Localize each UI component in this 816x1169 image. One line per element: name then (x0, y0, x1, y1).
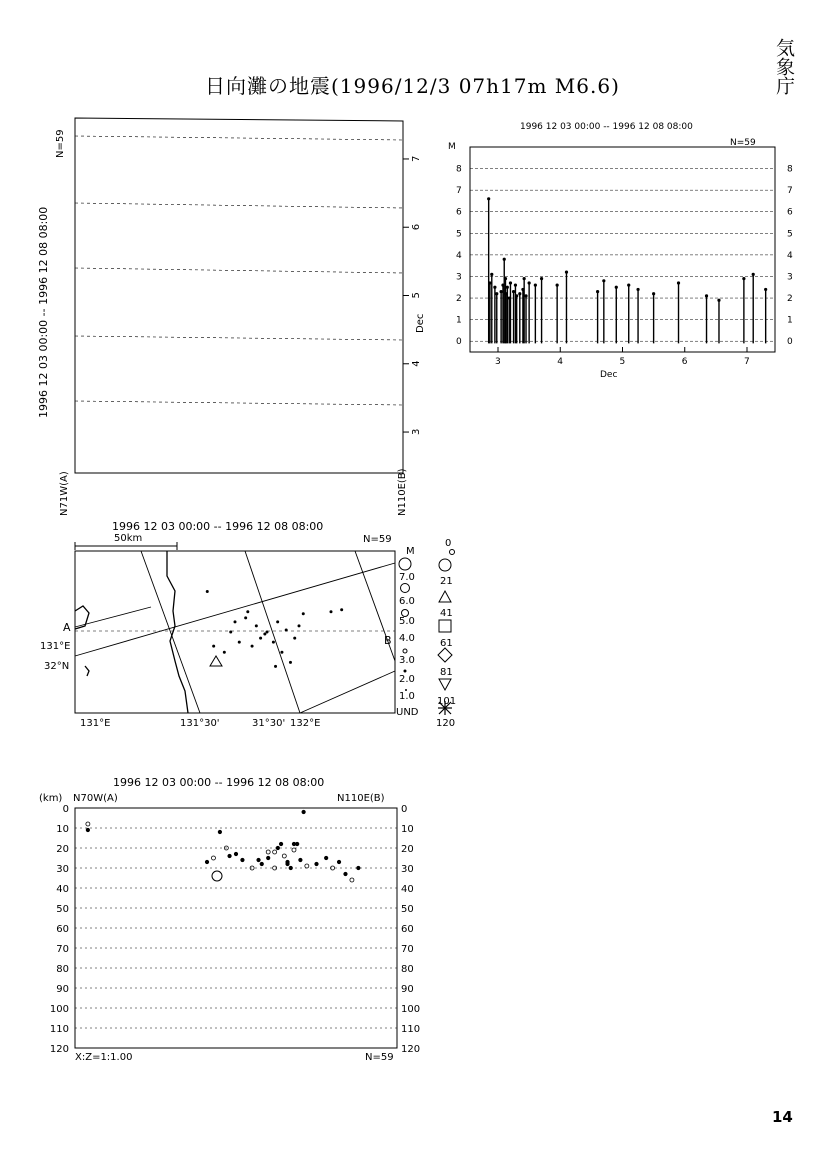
page-number: 14 (772, 1108, 793, 1126)
legend-mag-3: 3.0 (399, 655, 415, 666)
map-lon-label-1: 131°E (80, 718, 111, 729)
mt-y-tick-right: 6 (787, 207, 793, 218)
mt-y-tick-left: 5 (456, 229, 462, 240)
mt-bar-cap (500, 290, 503, 293)
legend-m1-circle (405, 689, 407, 691)
depth-y-tick-left: 10 (56, 824, 69, 835)
space-time-x-ticks (403, 156, 422, 435)
mt-title: 1996 12 03 00:00 -- 1996 12 08 08:00 (520, 122, 693, 132)
depth-hypocenter (286, 862, 289, 865)
mt-bar-cap (652, 292, 655, 295)
mt-y-tick-right: 0 (787, 337, 793, 348)
depth-legend-inverted-triangle (439, 679, 451, 690)
depth-y-tick-right: 100 (401, 1004, 421, 1015)
depth-legend-square (439, 620, 451, 632)
depth-y-tick-left: 80 (56, 964, 69, 975)
map-title: 1996 12 03 00:00 -- 1996 12 08 08:00 (112, 520, 324, 533)
map-epicenter (234, 620, 237, 623)
depth-y-tick-right: 50 (401, 904, 414, 915)
depth-hypocenter (86, 822, 90, 826)
depth-hypocenter (260, 862, 263, 865)
mt-y-tick-right: 5 (787, 229, 793, 240)
space-time-plot-area (0, 118, 426, 516)
space-time-tick-label: 5 (411, 292, 422, 299)
depth-hypocenter (302, 810, 305, 813)
epicenter-map (40, 518, 460, 733)
mt-bar-cap (487, 197, 490, 200)
map-epicenter (229, 631, 232, 634)
mt-plot-area (456, 147, 793, 380)
depth-y-tick-right: 120 (401, 1044, 421, 1055)
map-epicenter (212, 645, 215, 648)
depth-hypocenter (292, 848, 296, 852)
mt-bar-cap (524, 294, 527, 297)
mt-y-tick-left: 2 (456, 294, 462, 305)
depth-y-tick-left: 120 (49, 1044, 69, 1055)
depth-legend-21: 21 (440, 576, 453, 587)
depth-hypocenter (315, 862, 318, 865)
map-epicenter (274, 665, 277, 668)
map-epicenter (272, 641, 275, 644)
mt-x-tick-label: 4 (557, 357, 563, 367)
depth-hypocenter (266, 850, 270, 854)
space-time-tick-label: 7 (411, 155, 422, 162)
mt-count: N=59 (730, 138, 756, 148)
depth-legend (436, 538, 456, 729)
map-lon-label-4: 132°E (290, 718, 321, 729)
mt-y-tick-left: 7 (456, 186, 462, 197)
mt-bar-cap (556, 284, 559, 287)
depth-legend-triangle (439, 591, 451, 602)
depth-y-tick-right: 30 (401, 864, 414, 875)
depth-count: N=59 (365, 1052, 394, 1063)
depth-legend-120: 120 (436, 718, 456, 729)
mt-y-tick-left: 4 (456, 250, 462, 261)
mt-x-tick-label: 3 (495, 357, 501, 367)
map-epicenter (244, 616, 247, 619)
map-epicenter (263, 633, 266, 636)
depth-legend-asterisk (438, 701, 452, 715)
depth-y-tick-left: 70 (56, 944, 69, 955)
mainshock-marker (210, 656, 222, 666)
legend-m7-circle (399, 558, 411, 570)
depth-y-tick-left: 60 (56, 924, 69, 935)
space-time-tick-label: 4 (411, 360, 422, 367)
depth-legend-41: 41 (440, 608, 453, 619)
depth-hypocenter (228, 854, 231, 857)
map-label-b: B (384, 634, 392, 647)
legend-mag-und: UND (396, 707, 419, 718)
mt-bar-cap (752, 273, 755, 276)
depth-y-tick-right: 20 (401, 844, 414, 855)
mt-bar-cap (490, 273, 493, 276)
map-lon-label-3: 31°30' (252, 718, 286, 729)
mt-y-tick-right: 8 (787, 164, 793, 175)
depth-hypocenters (86, 810, 360, 882)
magnitude-legend (396, 546, 419, 718)
mt-y-tick-left: 0 (456, 337, 462, 348)
depth-hypocenter (350, 878, 354, 882)
map-epicenter (259, 637, 262, 640)
legend-mag-1: 1.0 (399, 691, 415, 702)
depth-y-tick-left: 110 (49, 1024, 69, 1035)
depth-y-tick-right: 10 (401, 824, 414, 835)
mt-bar-cap (742, 277, 745, 280)
map-section-box (75, 551, 395, 713)
mt-y-tick-left: 8 (456, 164, 462, 175)
depth-legend-61: 61 (440, 638, 453, 649)
mt-bar-cap (602, 279, 605, 282)
space-time-grid (75, 136, 403, 405)
depth-hypocenter (292, 842, 295, 845)
depth-hypocenter (299, 858, 302, 861)
mt-x-axis-label: Dec (600, 370, 618, 380)
map-lat-label-1: 131°E (40, 641, 71, 652)
map-epicenter (246, 610, 249, 613)
depth-hypocenter (305, 864, 309, 868)
map-epicenter (276, 620, 279, 623)
mt-bar-cap (503, 258, 506, 261)
depth-y-tick-right: 80 (401, 964, 414, 975)
mt-bar-cap (495, 292, 498, 295)
mt-bar-cap (677, 281, 680, 284)
space-time-x-axis-label: Dec (415, 313, 426, 333)
legend-mag-2: 2.0 (399, 674, 415, 685)
mt-bars (487, 197, 767, 343)
depth-legend-0: 0 (445, 538, 452, 549)
depth-hypocenter (324, 856, 327, 859)
legend-mag-5: 5.0 (399, 616, 415, 627)
mt-bar-cap (636, 288, 639, 291)
map-frame (75, 551, 395, 713)
space-time-label-b: N110E(B) (397, 468, 408, 516)
mt-y-tick-right: 2 (787, 294, 793, 305)
mt-chart (430, 115, 810, 380)
depth-y-tick-left: 40 (56, 884, 69, 895)
map-epicenter (330, 610, 333, 613)
depth-hypocenter (218, 830, 221, 833)
legend-m2-circle (404, 670, 407, 673)
depth-mainshock (212, 871, 222, 881)
depth-y-tick-right: 110 (401, 1024, 421, 1035)
depth-hypocenter (86, 828, 89, 831)
depth-y-tick-left: 30 (56, 864, 69, 875)
mt-bar-cap (518, 292, 521, 295)
map-epicenter (289, 661, 292, 664)
map-label-a: A (63, 621, 71, 634)
depth-legend-diamond (438, 648, 452, 662)
map-scale-label: 50km (114, 533, 143, 544)
mt-y-tick-right: 1 (787, 315, 793, 326)
depth-hypocenter (337, 860, 340, 863)
map-count: N=59 (363, 534, 392, 545)
depth-y-tick-left: 20 (56, 844, 69, 855)
legend-m-title: M (406, 546, 415, 557)
legend-mag-4: 4.0 (399, 633, 415, 644)
mt-y-tick-right: 4 (787, 250, 793, 261)
depth-legend-81: 81 (440, 667, 453, 678)
space-time-tick-label: 3 (411, 428, 422, 436)
mt-y-tick-left: 6 (456, 207, 462, 218)
depth-y-tick-right: 0 (401, 804, 408, 815)
mt-bar-cap (596, 290, 599, 293)
depth-y-tick-right: 70 (401, 944, 414, 955)
depth-plot-area (50, 804, 420, 1055)
depth-grid (75, 808, 397, 1048)
mt-y-tick-left: 1 (456, 315, 462, 326)
mt-bar-cap (540, 277, 543, 280)
depth-y-tick-left: 90 (56, 984, 69, 995)
mt-y-tick-left: 3 (456, 272, 462, 283)
agency-name: 気象庁 (773, 38, 795, 95)
depth-y-tick-left: 0 (62, 804, 69, 815)
depth-label-b: N110E(B) (337, 793, 385, 804)
map-epicenter (280, 651, 283, 654)
map-epicenter (255, 624, 258, 627)
map-coastline (75, 551, 188, 713)
legend-m3-circle (403, 649, 407, 653)
mt-x-tick-label: 7 (743, 357, 750, 367)
depth-y-tick-left: 100 (49, 1004, 69, 1015)
map-epicenter (298, 624, 301, 627)
mt-y-tick-right: 3 (787, 272, 793, 283)
mt-bar-cap (565, 271, 568, 274)
mt-bar-cap (717, 299, 720, 302)
legend-m6-circle (401, 584, 410, 593)
mt-bar-cap (615, 286, 618, 289)
depth-y-ticks (50, 804, 420, 1055)
depth-title: 1996 12 03 00:00 -- 1996 12 08 08:00 (113, 776, 325, 789)
depth-legend-circle (439, 559, 451, 571)
depth-hypocenter (234, 852, 237, 855)
mt-bar-cap (509, 281, 512, 284)
depth-y-tick-right: 90 (401, 984, 414, 995)
legend-mag-7: 7.0 (399, 572, 415, 583)
mt-bar-cap (493, 286, 496, 289)
mt-bar-cap (534, 284, 537, 287)
mt-bar-cap (488, 281, 491, 284)
mt-bar-cap (506, 286, 509, 289)
mt-bar-cap (528, 281, 531, 284)
map-lat-label-2: 32°N (44, 661, 70, 672)
map-epicenter (293, 637, 296, 640)
map-epicenter (206, 590, 209, 593)
mt-bar-cap (764, 288, 767, 291)
space-time-title: 1996 12 03 00:00 -- 1996 12 08 08:00 (37, 206, 50, 418)
map-epicenter (238, 641, 241, 644)
depth-hypocenter (267, 856, 270, 859)
mt-bar-cap (504, 277, 507, 280)
depth-hypocenter (282, 854, 286, 858)
mt-x-tick-label: 6 (681, 357, 688, 367)
depth-hypocenter (241, 858, 244, 861)
map-epicenters (206, 590, 343, 668)
depth-scale-label: X:Z=1:1.00 (75, 1052, 133, 1063)
mt-bar-cap (512, 290, 515, 293)
depth-hypocenter (279, 842, 282, 845)
depth-legend-0-circle (450, 550, 455, 555)
depth-label-a: N70W(A) (73, 793, 118, 804)
mt-bar-cap (627, 284, 630, 287)
depth-hypocenter (289, 866, 292, 869)
mt-y-label: M (448, 142, 456, 152)
depth-hypocenter (357, 866, 360, 869)
page-title: 日向灘の地震(1996/12/3 07h17m M6.6) (205, 74, 620, 98)
mt-bar-cap (514, 284, 517, 287)
mt-bar-cap (705, 294, 708, 297)
map-lon-label-2: 131°30' (180, 718, 220, 729)
map-epicenter (340, 608, 343, 611)
map-epicenter (302, 612, 305, 615)
depth-y-tick-right: 60 (401, 924, 414, 935)
depth-hypocenter (205, 860, 208, 863)
mt-x-tick-label: 5 (619, 357, 626, 367)
depth-hypocenter (276, 846, 279, 849)
mt-bar-cap (523, 277, 526, 280)
depth-hypocenter (211, 856, 215, 860)
depth-hypocenter (344, 872, 347, 875)
depth-y-tick-right: 40 (401, 884, 414, 895)
depth-hypocenter (273, 850, 277, 854)
map-epicenter (223, 651, 226, 654)
space-time-chart (30, 110, 450, 520)
mt-bar-cap (515, 294, 518, 297)
map-epicenter (251, 645, 254, 648)
space-time-count: N=59 (55, 129, 66, 158)
depth-y-label: (km) (39, 793, 63, 804)
mt-y-tick-right: 7 (787, 186, 793, 197)
depth-hypocenter (257, 858, 260, 861)
map-epicenter (285, 628, 288, 631)
depth-y-tick-left: 50 (56, 904, 69, 915)
space-time-label-a: N71W(A) (59, 471, 70, 516)
mt-x-ticks (495, 347, 750, 367)
depth-section-chart (35, 770, 435, 1070)
space-time-tick-label: 6 (411, 223, 422, 231)
depth-legend-101: 101 (437, 696, 457, 707)
legend-mag-6: 6.0 (399, 596, 415, 607)
